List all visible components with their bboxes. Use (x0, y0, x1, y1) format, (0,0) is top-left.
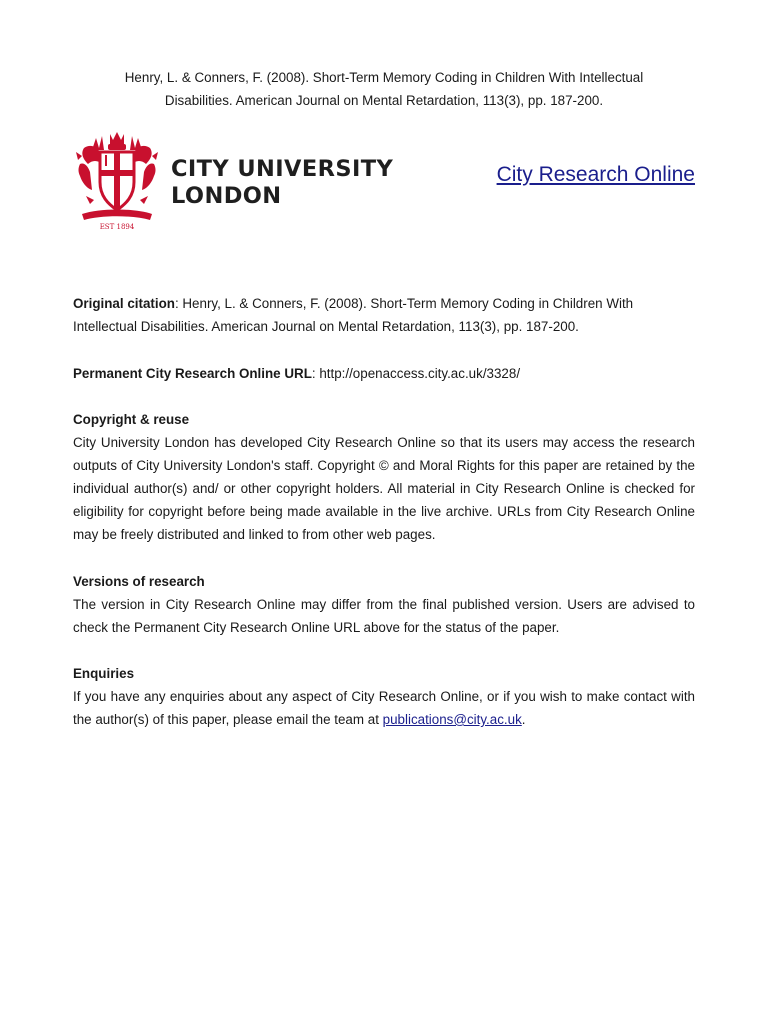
established-text: EST 1894 (99, 223, 135, 231)
header-citation-line1: Henry, L. & Conners, F. (2008). Short-Term Memory Coding in Children With Intellectual (124, 70, 644, 85)
city-university-logo (72, 130, 402, 232)
original-citation-label: Original citation (73, 296, 175, 311)
header-citation (73, 66, 695, 112)
logo-wordmark-line1: CITY UNIVERSITY (171, 156, 394, 182)
permanent-url-paragraph (73, 362, 695, 385)
original-citation-text: : Henry, L. & Conners, F. (2008). Short-Term Memory Coding in Children With Intellectual Disabilities. American Journal on Mental Retardation, 113(3), pp. 187-200. (73, 296, 634, 334)
enquiries-body-end: . (521, 712, 526, 727)
university-crest-icon (72, 130, 162, 232)
permanent-url-label: Permanent City Research Online URL (73, 366, 312, 381)
logo-wordmark-line2: LONDON (171, 183, 282, 209)
copyright-section (73, 408, 695, 546)
enquiries-heading: Enquiries (73, 666, 135, 681)
versions-heading: Versions of research (73, 574, 205, 589)
versions-section (73, 570, 695, 639)
city-research-online-link[interactable]: City Research Online (496, 163, 695, 186)
enquiries-body-text: If you have any enquiries about any aspect of City Research Online, or if you wish to make contact with the author(s) of this paper, please email the team at (73, 689, 695, 727)
enquiries-body (73, 685, 695, 731)
enquiries-section (73, 662, 695, 731)
copyright-heading: Copyright & reuse (73, 412, 190, 427)
header-citation-line2: Disabilities. American Journal on Mental Retardation, 113(3), pp. 187-200. (164, 93, 604, 108)
permanent-url-text: : http://openaccess.city.ac.uk/3328/ (311, 366, 521, 381)
original-citation-paragraph (73, 292, 695, 338)
versions-body: The version in City Research Online may differ from the final published version. Users are advised to check the Permanent City Research Online URL above for the status of the paper. (73, 597, 695, 635)
copyright-body: City University London has developed City Research Online so that its users may access the research outputs of City University London's staff. Copyright © and Moral Rights for this paper are retained by the individual author(s) and/ or other copyright holders. All material in City Research Online is checked for eligibility for copyright before being made available in the live archive. URLs from City Research Online may be freely distributed and linked to from other web pages. (73, 435, 695, 542)
logo-wordmark (171, 156, 393, 210)
publications-email-link[interactable]: publications@city.ac.uk (382, 712, 522, 727)
